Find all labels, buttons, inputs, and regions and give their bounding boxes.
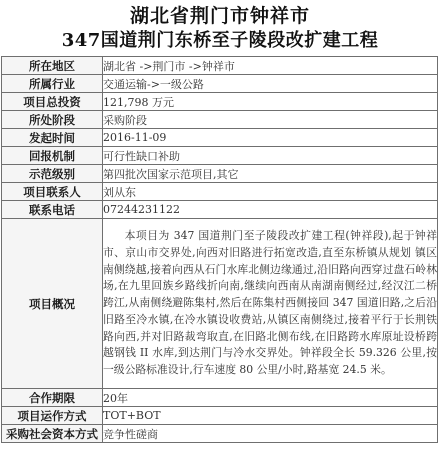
table-row	[2, 57, 438, 75]
row-label-location: 所在地区	[2, 57, 103, 75]
row-value-demo-level: 第四批次国家示范项目,其它	[103, 165, 438, 183]
row-label-return-mechanism: 回报机制	[2, 147, 103, 165]
table-row	[2, 425, 438, 443]
table-row	[2, 389, 438, 407]
row-label-industry: 所属行业	[2, 75, 103, 93]
row-label-phone: 联系电话	[2, 201, 103, 219]
table-row	[2, 129, 438, 147]
table-row	[2, 183, 438, 201]
table-row	[2, 165, 438, 183]
row-label-investment: 项目总投资	[2, 93, 103, 111]
row-value-investment: 121,798 万元	[103, 93, 438, 111]
row-value-industry: 交通运输->一级公路	[103, 75, 438, 93]
row-label-procurement-method: 采购社会资本方式	[2, 425, 103, 443]
project-info-table	[1, 56, 438, 443]
table-row	[2, 111, 438, 129]
row-value-procurement-method: 竞争性磋商	[103, 425, 438, 443]
table-row	[2, 93, 438, 111]
row-value-return-mechanism: 可行性缺口补助	[103, 147, 438, 165]
row-value-start-date: 2016-11-09	[103, 129, 438, 147]
row-label-stage: 所处阶段	[2, 111, 103, 129]
row-label-overview: 项目概况	[2, 219, 103, 389]
table-row	[2, 219, 438, 389]
row-label-contact: 项目联系人	[2, 183, 103, 201]
row-value-term: 20年	[103, 389, 438, 407]
row-value-overview: 本项目为 347 国道荆门至子陵段改扩建工程(钟祥段),起于钟祥市、京山市交界处,向西对旧路进行拓宽改造,直至东桥镇从规划 镇区南侧绕越,接着向西从石门水库北侧边缘通过,沿旧路向西穿过盘石岭林场,在九里回族乡路线折向南,继续向西南从南湖南侧经过,经汉江二桥跨江,从南侧绕避陈集村,然后在陈集村西侧接回 347 国道旧路,之后沿旧路至冷水镇,在冷水镇设收费站,从镇区南侧绕过,接着平行于长荆铁路向西,并对旧路裁弯取直,在旧路北侧布线,在旧路跨水库原址设桥跨越钢钱 II 水库,到达荆门与冷水交界处。钟祥段全长 59.326 公里,按一级公路标准设计,行车速度 80 公里/小时,路基宽 24.5 米。	[103, 219, 438, 389]
row-label-term: 合作期限	[2, 389, 103, 407]
table-row	[2, 407, 438, 425]
table-row	[2, 147, 438, 165]
row-value-phone: 07244231122	[103, 201, 438, 219]
row-value-contact: 刘从东	[103, 183, 438, 201]
page-title-project: 347国道荆门东桥至子陵段改扩建工程	[61, 30, 379, 51]
row-label-demo-level: 示范级别	[2, 165, 103, 183]
row-value-operation-mode: TOT+BOT	[103, 407, 438, 425]
page-title-region: 湖北省荆门市钟祥市	[129, 5, 310, 27]
row-label-start-date: 发起时间	[2, 129, 103, 147]
row-value-location: 湖北省 ->荆门市 ->钟祥市	[103, 57, 438, 75]
row-value-stage: 采购阶段	[103, 111, 438, 129]
table-row	[2, 75, 438, 93]
table-row	[2, 201, 438, 219]
row-label-operation-mode: 项目运作方式	[2, 407, 103, 425]
